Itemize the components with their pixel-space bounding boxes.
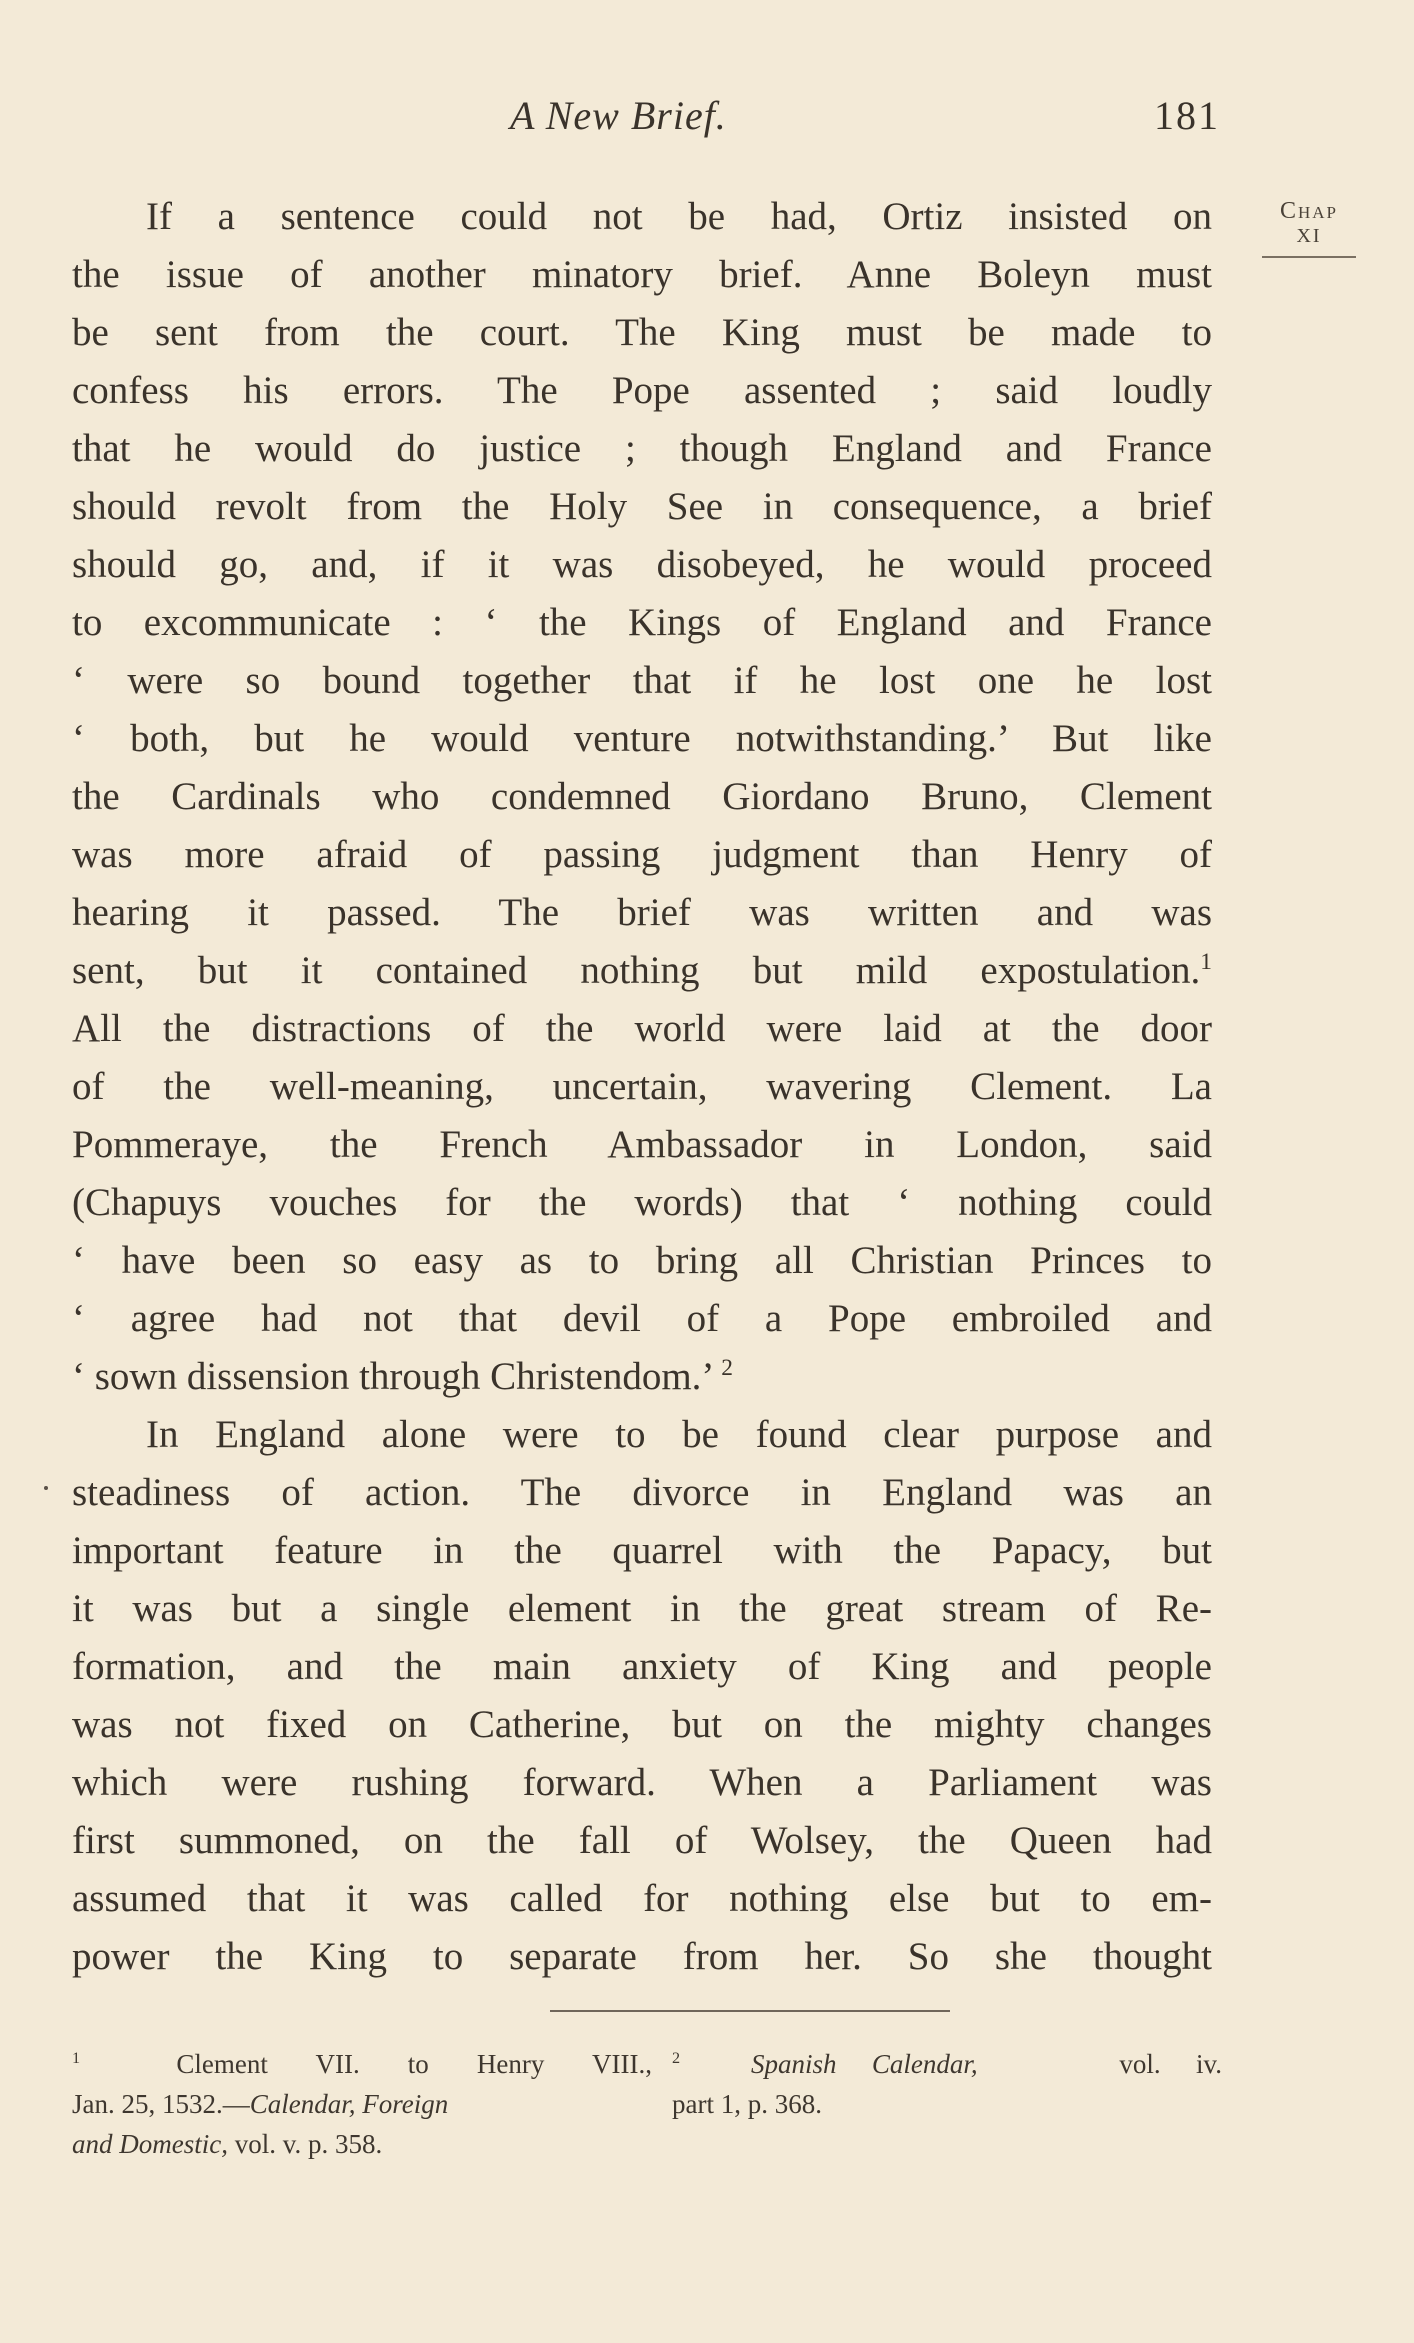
text-line: All the distractions of the world were laid at the door bbox=[72, 1007, 1212, 1050]
text-line: to excommunicate : ‘ the Kings of England and France bbox=[72, 601, 1212, 644]
footnote-text: vol. v. p. 358. bbox=[234, 2129, 383, 2159]
line-text: ‘ sown dissension through Christendom.’ bbox=[72, 1355, 712, 1398]
text-line: ‘ both, but he would venture notwithstanding.’ But like bbox=[72, 717, 1212, 760]
text-line: formation, and the main anxiety of King and people bbox=[72, 1645, 1212, 1688]
text-line: was not fixed on Catherine, but on the mighty changes bbox=[72, 1703, 1212, 1746]
chapter-margin-note bbox=[1262, 198, 1356, 258]
footnote-marker: 1 bbox=[72, 2049, 81, 2067]
footnote-marker: 2 bbox=[672, 2049, 681, 2067]
text-line: the Cardinals who condemned Giordano Bruno, Clement bbox=[72, 775, 1212, 818]
footnote-ref-1: 1 bbox=[1200, 949, 1212, 975]
text-line-with-footnote-1 bbox=[72, 942, 1212, 1000]
text-line: In England alone were to be found clear purpose and bbox=[146, 1413, 1212, 1456]
running-title: A New Brief. bbox=[510, 93, 727, 138]
text-line: should revolt from the Holy See in consequence, a brief bbox=[72, 485, 1212, 528]
text-line: If a sentence could not be had, Ortiz insisted on bbox=[146, 195, 1212, 238]
page-number: 181 bbox=[1154, 93, 1220, 138]
text-line: hearing it passed. The brief was written and was bbox=[72, 891, 1212, 934]
running-head bbox=[500, 92, 1220, 142]
text-line: steadiness of action. The divorce in England was an bbox=[72, 1471, 1212, 1514]
text-line: be sent from the court. The King must be made to bbox=[72, 311, 1212, 354]
footnote-text: Clement VII. to Henry VIII., bbox=[176, 2049, 653, 2079]
chapter-label: Chap bbox=[1279, 198, 1339, 224]
text-line: assumed that it was called for nothing else but to em- bbox=[72, 1877, 1212, 1920]
footnote-text: vol. iv. bbox=[1119, 2049, 1222, 2079]
footnote-text: Jan. 25, 1532.— bbox=[72, 2089, 250, 2119]
footnote-source: Calendar, Foreign bbox=[249, 2089, 449, 2119]
text-line: it was but a single element in the great stream of Re- bbox=[72, 1587, 1212, 1630]
text-line: of the well-meaning, uncertain, wavering Clement. La bbox=[72, 1065, 1212, 1108]
text-line: that he would do justice ; though England and France bbox=[72, 427, 1212, 470]
text-line: ‘ have been so easy as to bring all Christian Princes to bbox=[72, 1239, 1212, 1282]
text-line: ‘ were so bound together that if he lost one he lost bbox=[72, 659, 1212, 702]
text-line: was more afraid of passing judgment than Henry of bbox=[72, 833, 1212, 876]
text-line: ‘ agree had not that devil of a Pope embroiled and bbox=[72, 1297, 1212, 1340]
text-line: important feature in the quarrel with the Papacy, but bbox=[72, 1529, 1212, 1572]
footnote-2 bbox=[672, 2044, 1222, 2124]
line-text: sent, but it contained nothing but mild expostulation. bbox=[72, 949, 1201, 992]
footnote-1 bbox=[72, 2044, 652, 2164]
footnote-source: and Domestic, bbox=[72, 2129, 228, 2159]
footnote-ref-2: 2 bbox=[721, 1355, 733, 1381]
text-line: should go, and, if it was disobeyed, he would proceed bbox=[72, 543, 1212, 586]
footnote-text: part 1, p. 368. bbox=[672, 2089, 822, 2119]
body-text bbox=[72, 188, 1212, 1986]
margin-note-rule bbox=[1262, 256, 1356, 258]
text-line: confess his errors. The Pope assented ; said loudly bbox=[72, 369, 1212, 412]
text-line-with-footnote-2 bbox=[72, 1348, 1212, 1406]
text-line: (Chapuys vouches for the words) that ‘ nothing could bbox=[72, 1181, 1212, 1224]
text-line: the issue of another minatory brief. Anne Boleyn must bbox=[72, 253, 1212, 296]
footnote-source: Spanish Calendar, bbox=[750, 2049, 978, 2079]
print-speck bbox=[44, 1486, 48, 1490]
text-line: power the King to separate from her. So she thought bbox=[72, 1935, 1212, 1978]
text-line: Pommeraye, the French Ambassador in London, said bbox=[72, 1123, 1212, 1166]
text-line: which were rushing forward. When a Parliament was bbox=[72, 1761, 1212, 1804]
chapter-number: XI bbox=[1296, 225, 1322, 247]
footnote-divider bbox=[550, 2010, 950, 2012]
text-line: first summoned, on the fall of Wolsey, the Queen had bbox=[72, 1819, 1212, 1862]
